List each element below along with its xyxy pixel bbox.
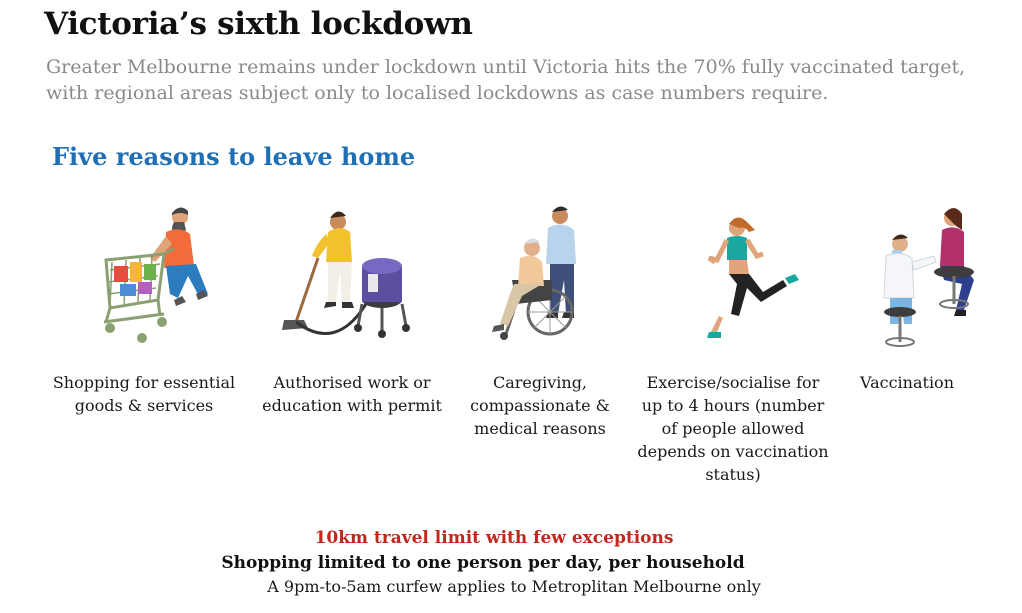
reason-caption: Authorised work or education with permit bbox=[262, 373, 442, 415]
reason-caption: Shopping for essential goods & services bbox=[52, 373, 236, 415]
reason-caption: Vaccination bbox=[860, 373, 954, 392]
vaccination-icon bbox=[840, 200, 1020, 360]
reason-vaccination bbox=[840, 200, 974, 392]
travel-limit-notice: 10km travel limit with few exceptions bbox=[314, 528, 674, 548]
page-title: Victoria’s sixth lockdown bbox=[44, 6, 473, 42]
reason-caption: Caregiving, compassionate & medical reasons bbox=[470, 373, 610, 438]
page-subtitle: Greater Melbourne remains under lockdown until Victoria hits the 70% fully vaccinated target, with regional areas subject only to localised lockdowns as case numbers require. bbox=[46, 56, 966, 104]
section-heading: Five reasons to leave home bbox=[52, 142, 416, 171]
vacuum-cleaner-icon bbox=[262, 200, 442, 360]
reason-work bbox=[262, 200, 442, 415]
reason-caregiving bbox=[454, 200, 626, 438]
curfew-notice: A 9pm-to-5am curfew applies to Metroplitan Melbourne only bbox=[267, 577, 761, 596]
shopping-cart-icon bbox=[54, 200, 234, 360]
reason-shopping bbox=[44, 200, 244, 415]
wheelchair-icon bbox=[454, 200, 634, 360]
reason-exercise bbox=[636, 200, 830, 484]
runner-icon bbox=[643, 200, 823, 360]
reason-caption: Exercise/socialise for up to 4 hours (number of people allowed depends on vaccination status) bbox=[637, 373, 829, 484]
shopping-limit-notice: Shopping limited to one person per day, per household bbox=[221, 553, 745, 573]
